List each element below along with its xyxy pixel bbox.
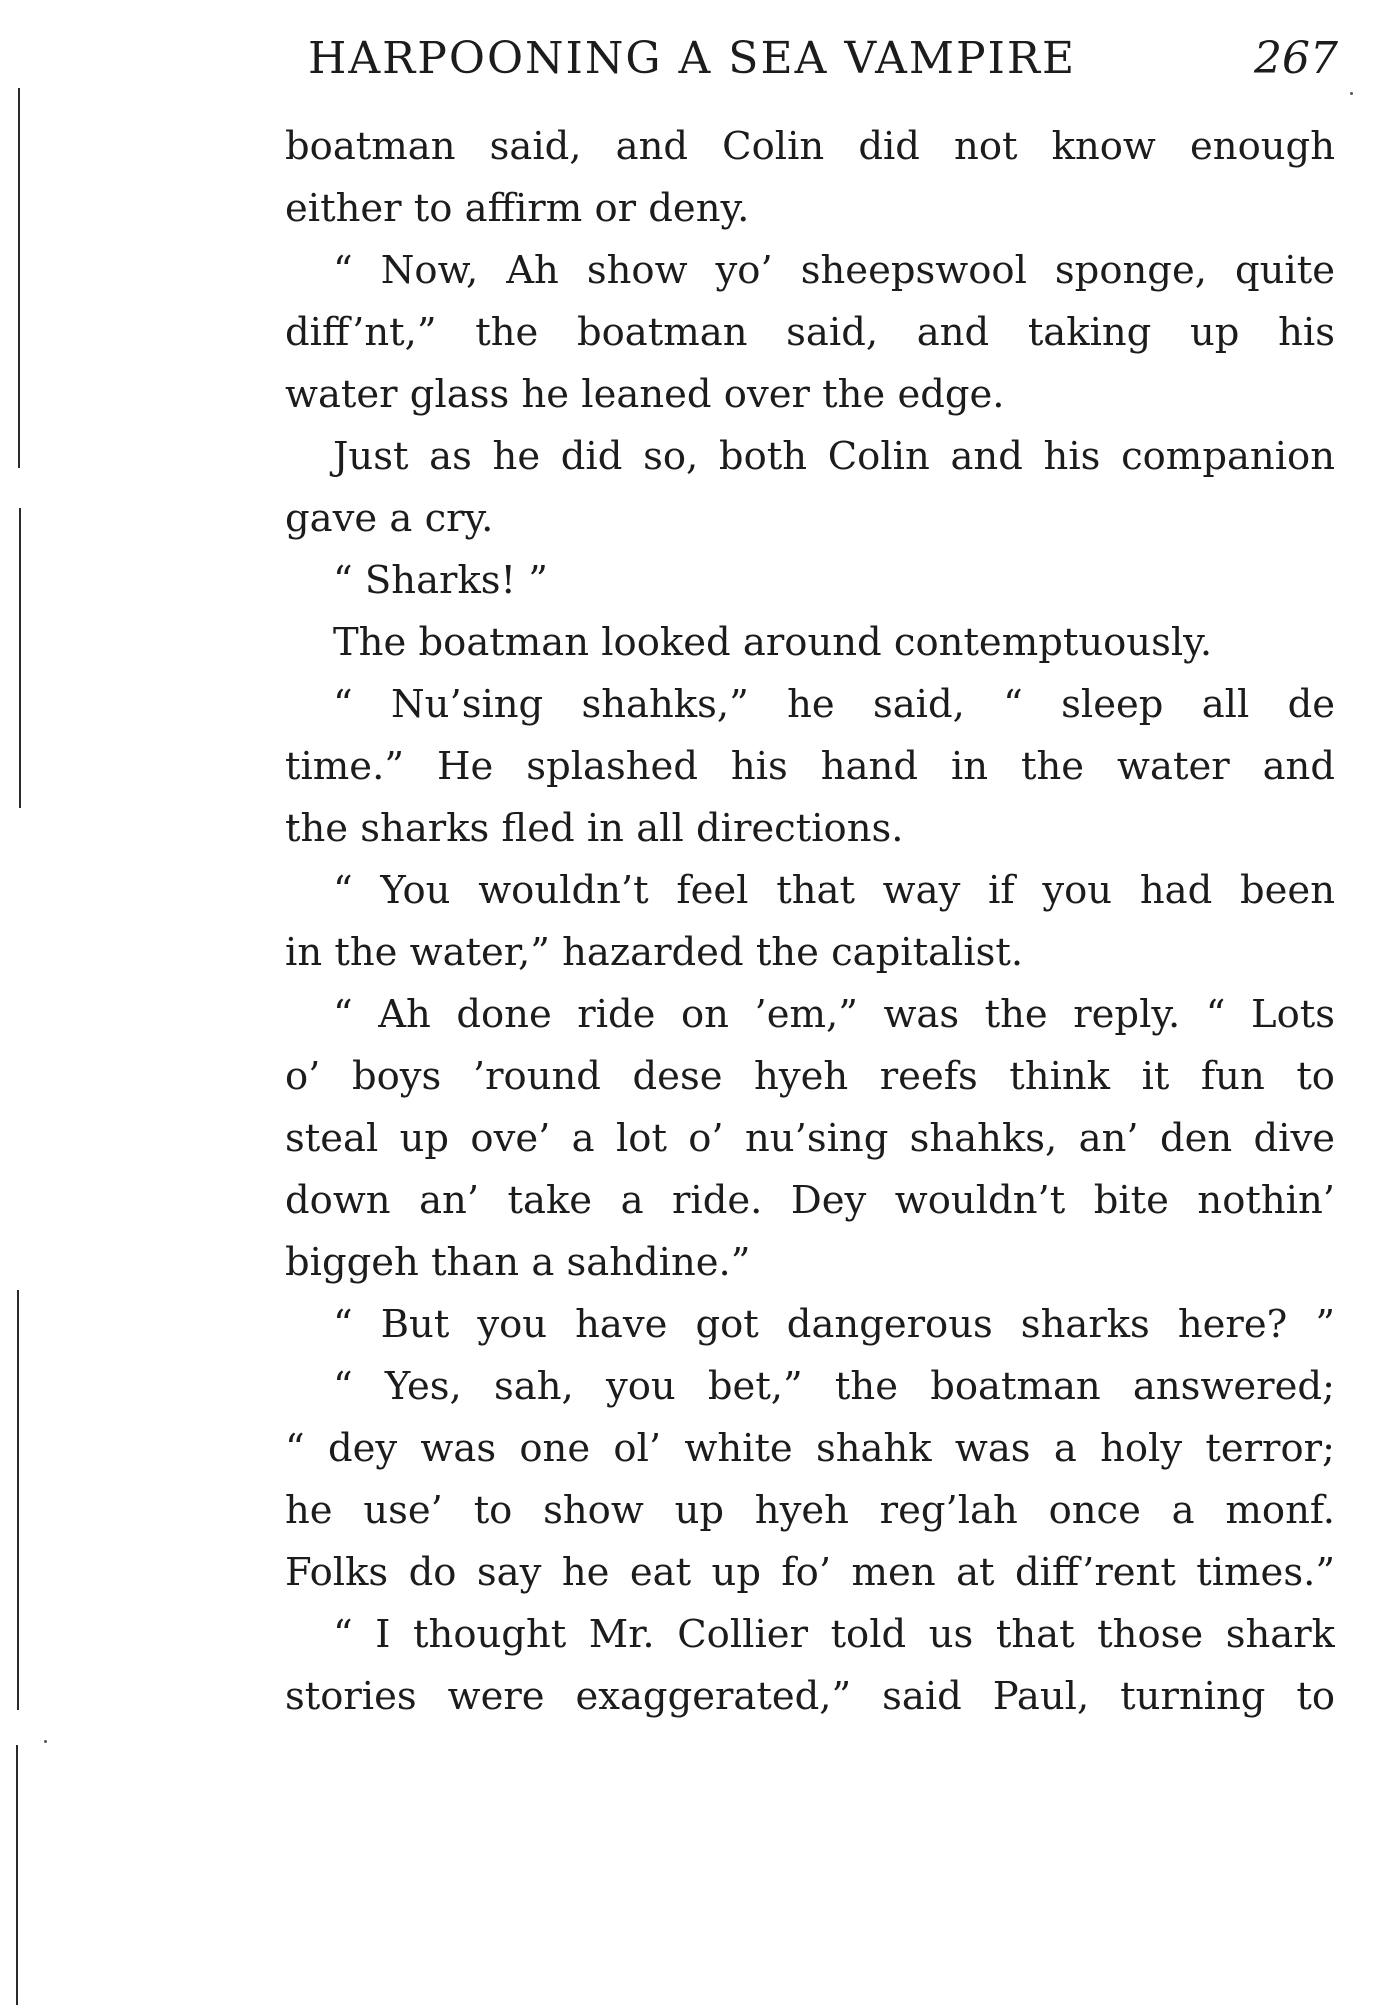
text-line: water glass he leaned over the edge. — [285, 372, 1005, 417]
text-line: “ You wouldn’t feel that way if you had been — [333, 868, 1335, 913]
text-line: he use’ to show up hyeh reg’lah once a monf. — [285, 1488, 1335, 1533]
text-line: Just as he did so, both Colin and his companion — [333, 434, 1335, 479]
text-line: stories were exaggerated,” said Paul, turning to — [285, 1674, 1335, 1719]
text-line: “ Now, Ah show yo’ sheepswool sponge, quite — [333, 248, 1335, 293]
text-line: The boatman looked around contemptuously. — [333, 620, 1213, 665]
text-line: Folks do say he eat up fo’ men at diff’rent times.” — [285, 1550, 1335, 1595]
text-line: down an’ take a ride. Dey wouldn’t bite nothin’ — [285, 1178, 1335, 1223]
gutter-shadow-line — [19, 508, 21, 808]
text-line: in the water,” hazarded the capitalist. — [285, 930, 1024, 975]
text-line: gave a cry. — [285, 496, 494, 541]
text-line: “ But you have got dangerous sharks here? ” — [333, 1302, 1335, 1347]
text-line: “ Sharks! ” — [333, 558, 548, 603]
page-number: 267 — [1254, 33, 1338, 84]
text-line: biggeh than a sahdine.” — [285, 1240, 751, 1285]
gutter-shadow-line — [17, 1290, 19, 1710]
text-line: “ Nu’sing shahks,” he said, “ sleep all de — [333, 682, 1335, 727]
text-line: boatman said, and Colin did not know enough — [285, 124, 1335, 169]
text-line: the sharks fled in all directions. — [285, 806, 904, 851]
gutter-shadow-line — [18, 88, 20, 468]
scan-speck — [1350, 92, 1353, 95]
text-line: “ Yes, sah, you bet,” the boatman answered; — [333, 1364, 1335, 1409]
text-line: steal up ove’ a lot o’ nu’sing shahks, an’ den dive — [285, 1116, 1335, 1161]
text-line: “ dey was one ol’ white shahk was a holy terror; — [285, 1426, 1335, 1471]
text-line: “ Ah done ride on ’em,” was the reply. “ Lots — [333, 992, 1335, 1037]
text-line: either to affirm or deny. — [285, 186, 750, 231]
scan-speck — [44, 1740, 47, 1743]
text-line: diff’nt,” the boatman said, and taking up his — [285, 310, 1335, 355]
text-line: “ I thought Mr. Collier told us that those shark — [333, 1612, 1335, 1657]
gutter-shadow-line — [16, 1745, 18, 2005]
running-title: HARPOONING A SEA VAMPIRE — [308, 33, 1077, 84]
running-header — [308, 24, 1338, 94]
body-text — [285, 116, 1335, 1728]
text-line: o’ boys ’round dese hyeh reefs think it fun to — [285, 1054, 1335, 1099]
text-line: time.” He splashed his hand in the water and — [285, 744, 1335, 789]
